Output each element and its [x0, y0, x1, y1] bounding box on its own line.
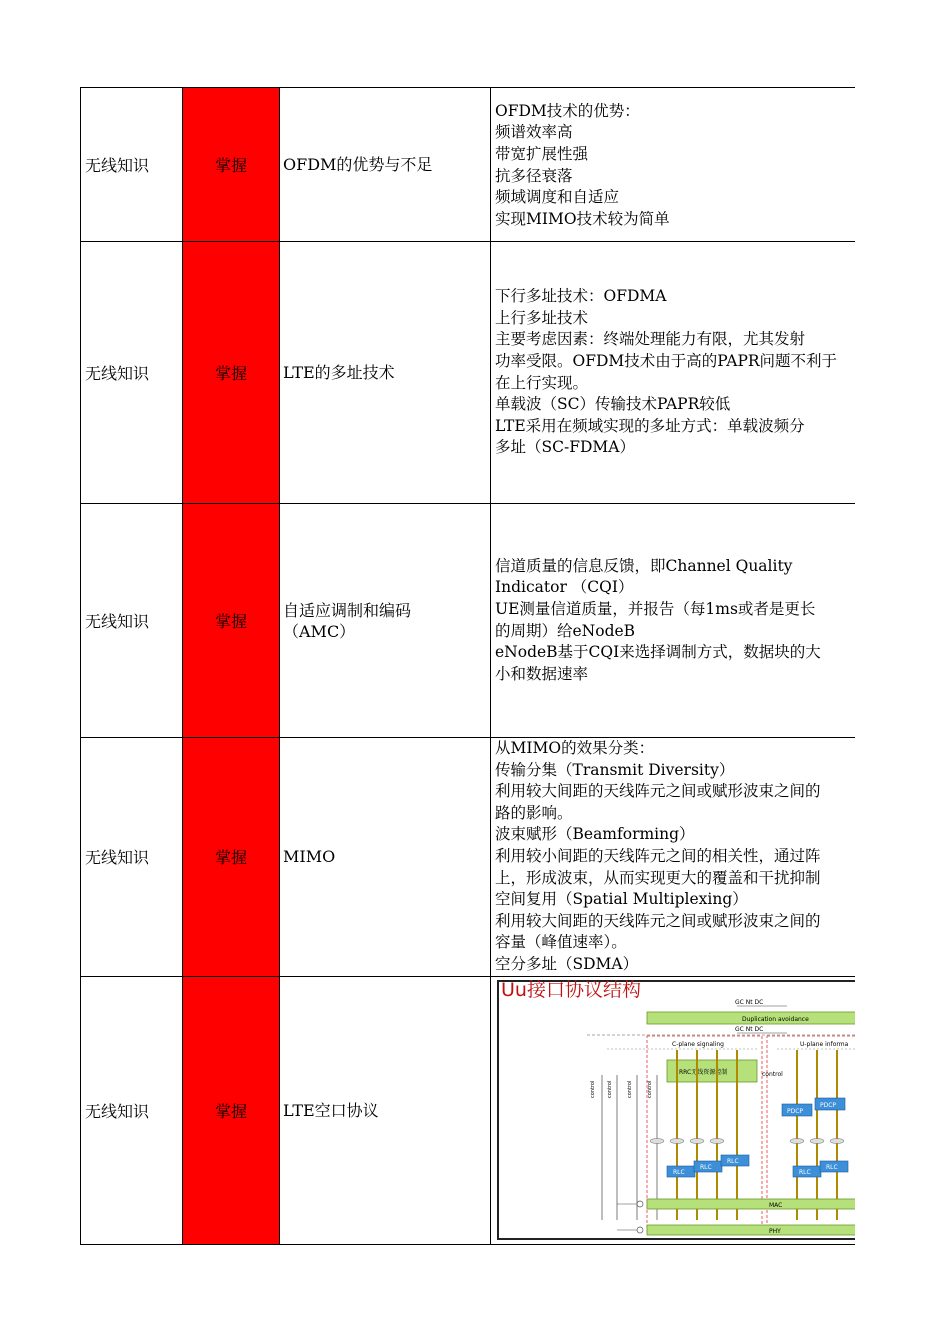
detail-cell — [491, 504, 856, 738]
cplane-label: C-plane signaling — [672, 1040, 724, 1048]
table-row — [81, 242, 856, 504]
detail-line: 频域调度和自适应 — [495, 188, 620, 207]
rlc-label: RLC — [700, 1163, 712, 1171]
detail-line: 小和数据速率 — [495, 664, 589, 683]
detail-line: 传输分集（Transmit Diversity） — [495, 760, 735, 779]
gc-nt-dc-top-label: GC Nt DC — [735, 998, 764, 1006]
table-row — [81, 88, 856, 242]
control-vertical-label: control — [607, 1080, 613, 1098]
table-row — [81, 976, 856, 1244]
duplication-label: Duplication avoidance — [742, 1015, 809, 1023]
topic-cell: OFDM的优势与不足 — [280, 88, 491, 242]
rlc-label: RLC — [727, 1157, 739, 1165]
detail-line: 实现MIMO技术较为简单 — [495, 209, 670, 228]
level-cell: 掌握 — [183, 242, 280, 504]
detail-cell — [491, 738, 856, 977]
level-cell: 掌握 — [183, 504, 280, 738]
detail-line: 空分多址（SDMA） — [495, 954, 639, 973]
category-cell: 无线知识 — [81, 738, 183, 977]
uu-protocol-diagram — [497, 980, 855, 1241]
detail-line: 下行多址技术：OFDMA — [495, 287, 667, 306]
category-cell: 无线知识 — [81, 504, 183, 738]
detail-line: LTE采用在频域实现的多址方式：单载波频分 — [495, 416, 805, 435]
uplane-label: U-plane informa — [800, 1040, 849, 1048]
knowledge-table — [80, 87, 855, 1245]
detail-line: 抗多径衰落 — [495, 166, 573, 185]
topic-line: （AMC） — [283, 621, 356, 641]
gc-nt-dc-mid-label: GC Nt DC — [735, 1025, 764, 1033]
category-cell: 无线知识 — [81, 88, 183, 242]
detail-line: 空间复用（Spatial Multiplexing） — [495, 890, 748, 909]
detail-line: 路的影响。 — [495, 803, 573, 822]
mac-label: MAC — [769, 1201, 783, 1209]
rlc-label: RLC — [799, 1168, 811, 1176]
phy-label: PHY — [769, 1227, 781, 1235]
topic-line: 自适应调制和编码 — [283, 600, 412, 620]
rlc-label: RLC — [826, 1163, 838, 1171]
detail-line: 上，形成波束，从而实现更大的覆盖和干扰抑制 — [495, 868, 821, 887]
detail-line: Indicator （CQI） — [495, 578, 634, 597]
control-label: control — [762, 1070, 783, 1078]
level-cell: 掌握 — [183, 738, 280, 977]
rrc-label: RRC无线资源控制 — [679, 1068, 728, 1076]
topic-cell: MIMO — [280, 738, 491, 977]
control-vertical-label: control — [647, 1080, 653, 1098]
detail-line: 容量（峰值速率）。 — [495, 933, 627, 952]
pdcp-label: PDCP — [820, 1101, 837, 1109]
detail-line: 利用较大间距的天线阵元之间或赋形波束之间的 — [495, 782, 821, 801]
detail-line: 从MIMO的效果分类： — [495, 739, 655, 757]
detail-line: 功率受限。OFDM技术由于高的PAPR问题不利于 — [495, 351, 838, 370]
detail-line: 单载波（SC）传输技术PAPR较低 — [495, 395, 731, 414]
table-row — [81, 504, 856, 738]
category-cell: 无线知识 — [81, 242, 183, 504]
level-cell: 掌握 — [183, 976, 280, 1244]
protocol-stack-drawing — [497, 980, 855, 1241]
detail-line: eNodeB基于CQI来选择调制方式，数据块的大 — [495, 643, 821, 662]
pdcp-label: PDCP — [787, 1107, 804, 1115]
detail-line: 利用较大间距的天线阵元之间或赋形波束之间的 — [495, 911, 821, 930]
detail-line: 的周期）给eNodeB — [495, 621, 636, 640]
control-vertical-label: control — [590, 1080, 596, 1098]
diagram-title: Uu接口协议结构 — [501, 979, 641, 1001]
diagram-cell — [491, 976, 856, 1244]
detail-cell — [491, 88, 856, 242]
detail-line: 信道质量的信息反馈，即Channel Quality — [495, 556, 793, 575]
detail-line: 频谱效率高 — [495, 123, 573, 142]
table-row — [81, 738, 856, 977]
rlc-label: RLC — [673, 1168, 685, 1176]
topic-cell — [280, 504, 491, 738]
topic-cell: LTE的多址技术 — [280, 242, 491, 504]
detail-line: 上行多址技术 — [495, 308, 589, 327]
detail-line: 利用较小间距的天线阵元之间的相关性，通过阵 — [495, 846, 821, 865]
detail-line: OFDM技术的优势： — [495, 101, 640, 120]
detail-line: 主要考虑因素：终端处理能力有限，尤其发射 — [495, 330, 806, 349]
level-cell: 掌握 — [183, 88, 280, 242]
detail-cell — [491, 242, 856, 504]
detail-line: 波束赋形（Beamforming） — [495, 825, 695, 844]
category-cell: 无线知识 — [81, 976, 183, 1244]
detail-line: 多址（SC-FDMA） — [495, 438, 635, 457]
detail-line: 带宽扩展性强 — [495, 144, 589, 163]
detail-line: UE测量信道质量，并报告（每1ms或者是更长 — [495, 599, 816, 618]
detail-line: 在上行实现。 — [495, 373, 589, 392]
control-vertical-label: control — [627, 1080, 633, 1098]
topic-cell: LTE空口协议 — [280, 976, 491, 1244]
